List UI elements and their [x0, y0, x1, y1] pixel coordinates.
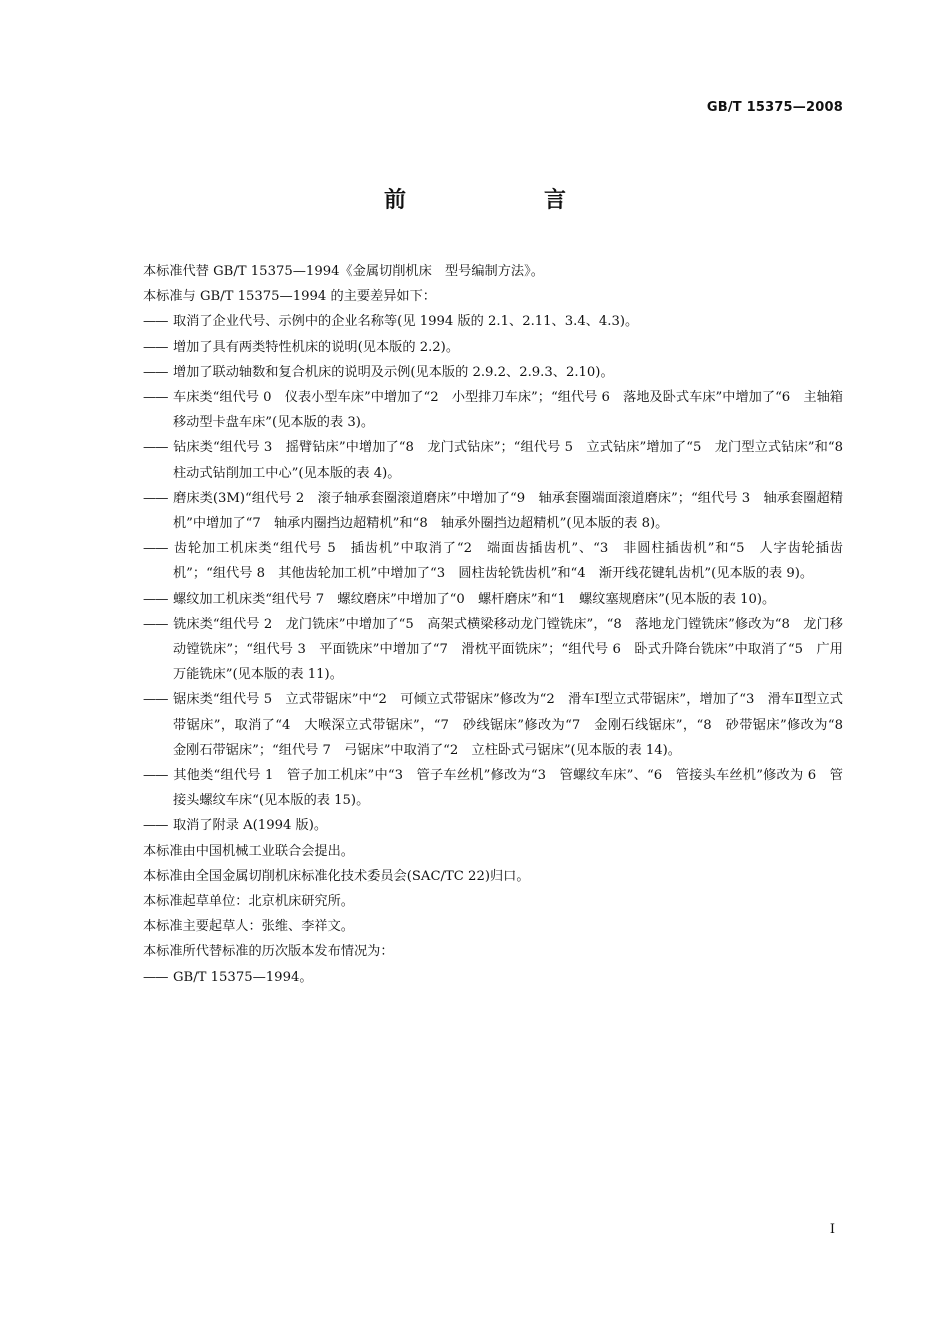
intro-paragraph-differences: 本标准与 GB/T 15375—1994 的主要差异如下： — [143, 289, 436, 305]
drafting-unit-paragraph: 本标准起草单位：北京机床研究所。 — [143, 894, 354, 910]
list-item-text: 磨床类(3M)“组代号 2 滚子轴承套圈滚道磨床”中增加了“9 轴承套圈端面滚道磨床”；“组代号 3 轴承套圈超精机”中增加了“7 轴承内圈挡边超精机”和“8 轴承外圈挡边超精机”(见本版的表 8)。 — [173, 490, 843, 532]
em-dash: —— — [143, 440, 168, 456]
proposer-paragraph: 本标准由中国机械工业联合会提出。 — [143, 843, 354, 859]
list-item-text: GB/T 15375—1994。 — [173, 969, 313, 985]
list-item — [143, 435, 857, 485]
list-item-text: 铣床类“组代号 2 龙门铣床”中增加了“5 高架式横梁移动龙门镗铣床”，“8 落地龙门镗铣床”修改为“8 龙门移动镗铣床”；“组代号 3 平面铣床”中增加了“7 滑枕平面铣床”；“组代号 6 卧式升降台铣床”中取消了“5 广用万能铣床”(见本版的表 11)。 — [173, 616, 843, 683]
em-dash: —— — [143, 692, 168, 708]
em-dash: —— — [143, 364, 168, 380]
list-item-text: 取消了附录 A(1994 版)。 — [173, 818, 328, 834]
list-item — [143, 486, 843, 536]
em-dash: —— — [143, 616, 168, 632]
em-dash: —— — [143, 768, 168, 784]
list-item-text: 车床类“组代号 0 仪表小型车床”中增加了“2 小型排刀车床”；“组代号 6 落地及卧式车床”中增加了“6 主轴箱移动型卡盘车床”(见本版的表 3)。 — [173, 390, 843, 431]
list-item-text: 钻床类“组代号 3 摇臂钻床”中增加了“8 龙门式钻床”；“组代号 5 立式钻床”增加了“5 龙门型立式钻床”和“8 柱动式钻削加工中心”(见本版的表 4)。 — [173, 440, 857, 481]
em-dash: —— — [143, 541, 168, 557]
list-item-text: 增加了具有两类特性机床的说明(见本版的 2.2)。 — [173, 339, 460, 355]
list-item — [143, 309, 843, 334]
list-item — [143, 813, 843, 838]
list-item-text: 其他类“组代号 1 管子加工机床”中“3 管子车丝机”修改为“3 管螺纹车床”、“6 管接头车丝机”修改为 6 管接头螺纹车床“(见本版的表 15)。 — [173, 768, 843, 809]
list-item-text: 取消了企业代号、示例中的企业名称等(见 1994 版的 2.1、2.11、3.4、4.3)。 — [173, 314, 639, 330]
page-number: I — [829, 1222, 835, 1237]
list-item — [143, 687, 857, 763]
list-item-text: 锯床类“组代号 5 立式带锯床”中“2 可倾立式带锯床”修改为“2 滑车Ⅰ型立式带锯床”，增加了“3 滑车Ⅱ型立式带锯床”，取消了“4 大喉深立式带锯床”，“7 砂线锯床”修改为“7 金刚石线锯床”，“8 砂带锯床”修改为“8 金刚石带锯床”；“组代号 7 弓锯床”中取消了“2 立柱卧式弓锯床”(见本版的表 14)。 — [173, 692, 857, 758]
em-dash: —— — [143, 969, 168, 985]
list-item — [143, 587, 843, 612]
intro-paragraph-replaces: 本标准代替 GB/T 15375—1994《金属切削机床 型号编制方法》。 — [143, 264, 544, 279]
list-item — [143, 335, 843, 360]
standard-code: GB/T 15375—2008 — [706, 100, 843, 115]
list-item — [143, 536, 843, 586]
drafters-paragraph: 本标准主要起草人：张维、李祥文。 — [143, 919, 354, 935]
page-title: 前 言 — [383, 188, 624, 213]
committee-paragraph: 本标准由全国金属切削机床标准化技术委员会(SAC/TC 22)归口。 — [143, 868, 530, 884]
list-item — [143, 612, 843, 688]
em-dash: —— — [143, 490, 168, 506]
list-item — [143, 965, 843, 990]
list-item — [143, 360, 843, 385]
list-item-text: 齿轮加工机床类“组代号 5 插齿机”中取消了“2 端面齿插齿机”、“3 非圆柱插齿机”和“5 人字齿轮插齿机”；“组代号 8 其他齿轮加工机”中增加了“3 圆柱齿轮铣齿机”和“4 渐开线花键轧齿机”(见本版的表 9)。 — [173, 541, 843, 582]
history-paragraph: 本标准所代替标准的历次版本发布情况为： — [143, 944, 394, 960]
em-dash: —— — [143, 314, 168, 330]
em-dash: —— — [143, 390, 168, 406]
list-item — [143, 385, 843, 435]
em-dash: —— — [143, 591, 168, 607]
em-dash: —— — [143, 339, 168, 355]
list-item-text: 螺纹加工机床类“组代号 7 螺纹磨床”中增加了“0 螺杆磨床”和“1 螺纹塞规磨床”(见本版的表 10)。 — [173, 591, 776, 607]
list-item-text: 增加了联动轴数和复合机床的说明及示例(见本版的 2.9.2、2.9.3、2.10)。 — [173, 364, 614, 380]
document-body — [143, 259, 857, 990]
em-dash: —— — [143, 818, 168, 834]
list-item — [143, 763, 843, 813]
